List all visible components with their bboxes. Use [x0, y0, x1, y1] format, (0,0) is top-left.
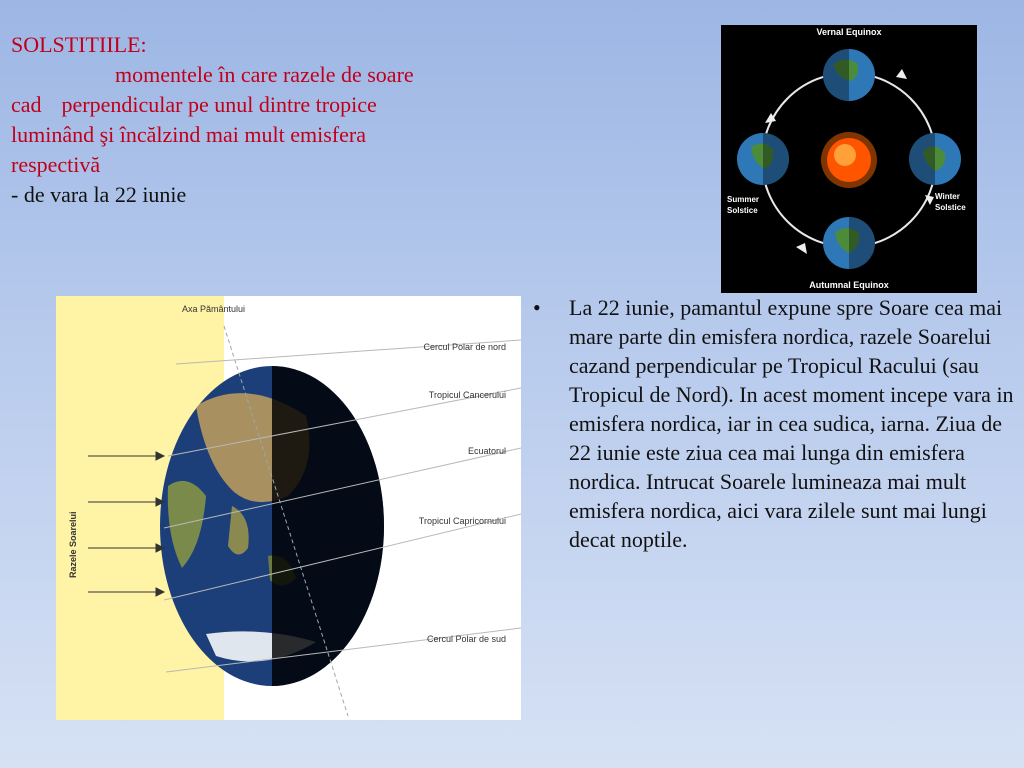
definition-line-2 [11, 90, 531, 120]
orbit-diagram [721, 25, 977, 293]
solstice-date-line: - de vara la 22 iunie [11, 182, 187, 207]
label-summer: Summer [727, 195, 760, 204]
definition-word-cad: cad [11, 92, 42, 117]
definition-line-1: momentele în care razele de soare [115, 62, 414, 87]
label-winter-solstice: Solstice [935, 203, 966, 212]
label-arctic-circle: Cercul Polar de nord [423, 342, 506, 352]
bullet-text: La 22 iunie, pamantul expune spre Soare cea mai mare parte din emisfera nordica, razele Soarelui cazand perpendicular pe Tropicul Racului (sau Tropicul de Nord). In acest moment incepe vara in emisfera nordica, iar in cea sudica, iarna. Ziua de 22 iunie este ziua cea mai lunga din emisfera nordica. Intrucat Soarele lumineaza mai mult emisfera nordica, aici vara zilele sunt mai lungi decat noptile. [569, 295, 1014, 552]
label-equator: Ecuatorul [467, 446, 506, 456]
label-winter: Winter [935, 192, 960, 201]
bullet-paragraph [533, 293, 1021, 554]
earth-icon-top [823, 49, 875, 101]
earth-icon-right [909, 133, 961, 185]
earth-diagram [56, 296, 521, 720]
label-tropic-capricorn: Tropicul Capricornului [418, 516, 506, 526]
bullet-symbol: • [533, 295, 541, 320]
slide-title: SOLSTITIILE: [11, 32, 147, 57]
rays-label: Razele Soarelui [68, 511, 78, 578]
label-tropic-cancer: Tropicul Cancerului [428, 390, 506, 400]
sun-icon [821, 132, 877, 188]
definition-line-3: luminând şi încălzind mai mult emisfera [11, 122, 366, 147]
label-vernal-equinox: Vernal Equinox [816, 27, 882, 37]
earth-icon-bottom [823, 217, 875, 269]
earth-icon-left [737, 133, 789, 185]
heading-block [11, 30, 531, 210]
definition-line-2-rest: perpendicular pe unul dintre tropice [61, 92, 377, 117]
label-autumnal-equinox: Autumnal Equinox [809, 280, 889, 290]
definition-line-4: respectivă [11, 152, 101, 177]
label-summer-solstice: Solstice [727, 206, 758, 215]
label-antarctic-circle: Cercul Polar de sud [426, 634, 506, 644]
axis-label: Axa Pământului [182, 304, 246, 314]
